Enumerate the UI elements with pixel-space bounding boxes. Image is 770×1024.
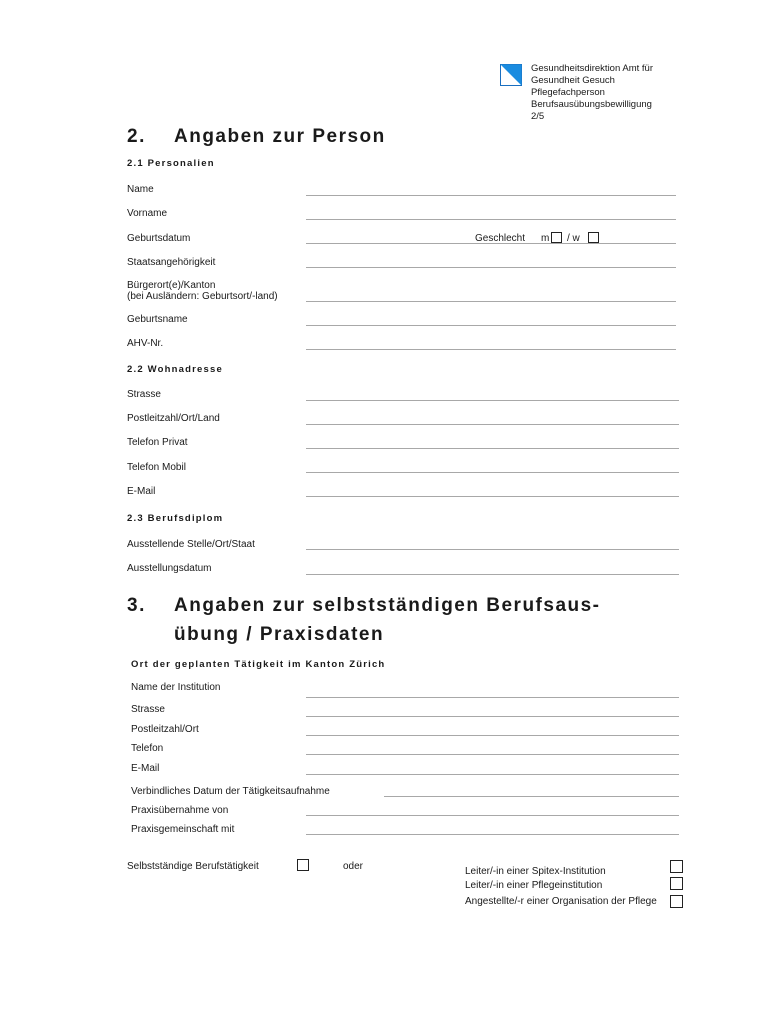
praxisgemeinschaft-field[interactable] <box>306 834 679 835</box>
ausstellende-stelle-label: Ausstellende Stelle/Ort/Staat <box>127 539 255 550</box>
leiter-pflege-label: Leiter/-in einer Pflegeinstitution <box>465 880 603 891</box>
oder-label: oder <box>343 861 364 872</box>
geschlecht-label: Geschlecht <box>475 233 526 244</box>
strasse-field[interactable] <box>306 400 679 401</box>
header-line: Berufsausübungsbewilligung <box>531 99 652 110</box>
leiter-pflege-checkbox[interactable] <box>670 877 683 890</box>
buergerort-label: Bürgerort(e)/Kanton <box>127 280 216 291</box>
angestellte-label: Angestellte/-r einer Organisation der Pflege <box>465 896 657 907</box>
section-title-text: Angaben zur selbstständigen Berufsaus- <box>174 595 601 616</box>
geburtsdatum-label: Geburtsdatum <box>127 233 191 244</box>
praxis-plz-field[interactable] <box>306 735 679 736</box>
praxis-plz-label: Postleitzahl/Ort <box>131 724 199 735</box>
buergerort-field[interactable] <box>306 301 676 302</box>
gender-w-label: / w <box>567 233 580 244</box>
telefon-privat-field[interactable] <box>306 448 679 449</box>
header-line: Pflegefachperson <box>531 87 605 98</box>
canton-logo <box>500 64 522 86</box>
ausstellende-stelle-field[interactable] <box>306 549 679 550</box>
telefon-mobil-field[interactable] <box>306 472 679 473</box>
section-title-text: Angaben zur Person <box>174 126 386 147</box>
praxis-telefon-label: Telefon <box>131 743 164 754</box>
name-field[interactable] <box>306 195 676 196</box>
section-number: 2. <box>127 126 146 147</box>
section-2-title <box>127 126 386 148</box>
praxis-strasse-label: Strasse <box>131 704 165 715</box>
praxisgemeinschaft-label: Praxisgemeinschaft mit <box>131 824 235 835</box>
gender-m-label: m <box>541 233 550 244</box>
leiter-spitex-label: Leiter/-in einer Spitex-Institution <box>465 866 606 877</box>
ahv-label: AHV-Nr. <box>127 338 164 349</box>
email-field[interactable] <box>306 496 679 497</box>
document-header <box>531 63 731 123</box>
selbststaendig-checkbox[interactable] <box>297 859 309 871</box>
buergerort-hint: (bei Ausländern: Geburtsort/-land) <box>127 291 278 302</box>
subsection-berufsdiplom: 2.3 Berufsdiplom <box>127 513 224 524</box>
taetigkeitsaufnahme-label: Verbindliches Datum der Tätigkeitsaufnahme <box>131 786 330 797</box>
praxis-email-field[interactable] <box>306 774 679 775</box>
staatsangehoerigkeit-label: Staatsangehörigkeit <box>127 257 216 268</box>
page-number: 2/5 <box>531 111 545 122</box>
leiter-spitex-checkbox[interactable] <box>670 860 683 873</box>
section-3-title <box>127 595 601 617</box>
institution-field[interactable] <box>306 697 679 698</box>
header-line: Gesundheitsdirektion Amt für <box>531 63 653 74</box>
praxis-email-label: E-Mail <box>131 763 160 774</box>
vorname-label: Vorname <box>127 208 168 219</box>
subsection-wohnadresse: 2.2 Wohnadresse <box>127 364 223 375</box>
praxisuebernahme-label: Praxisübernahme von <box>131 805 229 816</box>
praxis-strasse-field[interactable] <box>306 716 679 717</box>
praxisuebernahme-field[interactable] <box>306 815 679 816</box>
subsection-personalien: 2.1 Personalien <box>127 158 215 169</box>
taetigkeitsaufnahme-field[interactable] <box>384 796 679 797</box>
section-3-title-continued: übung / Praxisdaten <box>174 624 385 645</box>
header-line: Gesundheit Gesuch <box>531 75 615 86</box>
vorname-field[interactable] <box>306 219 676 220</box>
plz-field[interactable] <box>306 424 679 425</box>
section-number: 3. <box>127 595 146 616</box>
name-label: Name <box>127 184 154 195</box>
strasse-label: Strasse <box>127 389 161 400</box>
praxis-telefon-field[interactable] <box>306 754 679 755</box>
ahv-field[interactable] <box>306 349 676 350</box>
telefon-privat-label: Telefon Privat <box>127 437 188 448</box>
gender-m-checkbox[interactable] <box>551 232 562 243</box>
ausstellungsdatum-field[interactable] <box>306 574 679 575</box>
email-label: E-Mail <box>127 486 156 497</box>
angestellte-checkbox[interactable] <box>670 895 683 908</box>
staatsangehoerigkeit-field[interactable] <box>306 267 676 268</box>
telefon-mobil-label: Telefon Mobil <box>127 462 186 473</box>
institution-label: Name der Institution <box>131 682 221 693</box>
subsection-taetigkeit-ort: Ort der geplanten Tätigkeit im Kanton Zürich <box>131 659 386 670</box>
ausstellungsdatum-label: Ausstellungsdatum <box>127 563 212 574</box>
geburtsname-label: Geburtsname <box>127 314 188 325</box>
selbststaendig-label: Selbstständige Berufstätigkeit <box>127 861 259 872</box>
plz-label: Postleitzahl/Ort/Land <box>127 413 220 424</box>
geburtsname-field[interactable] <box>306 325 676 326</box>
gender-w-checkbox[interactable] <box>588 232 599 243</box>
